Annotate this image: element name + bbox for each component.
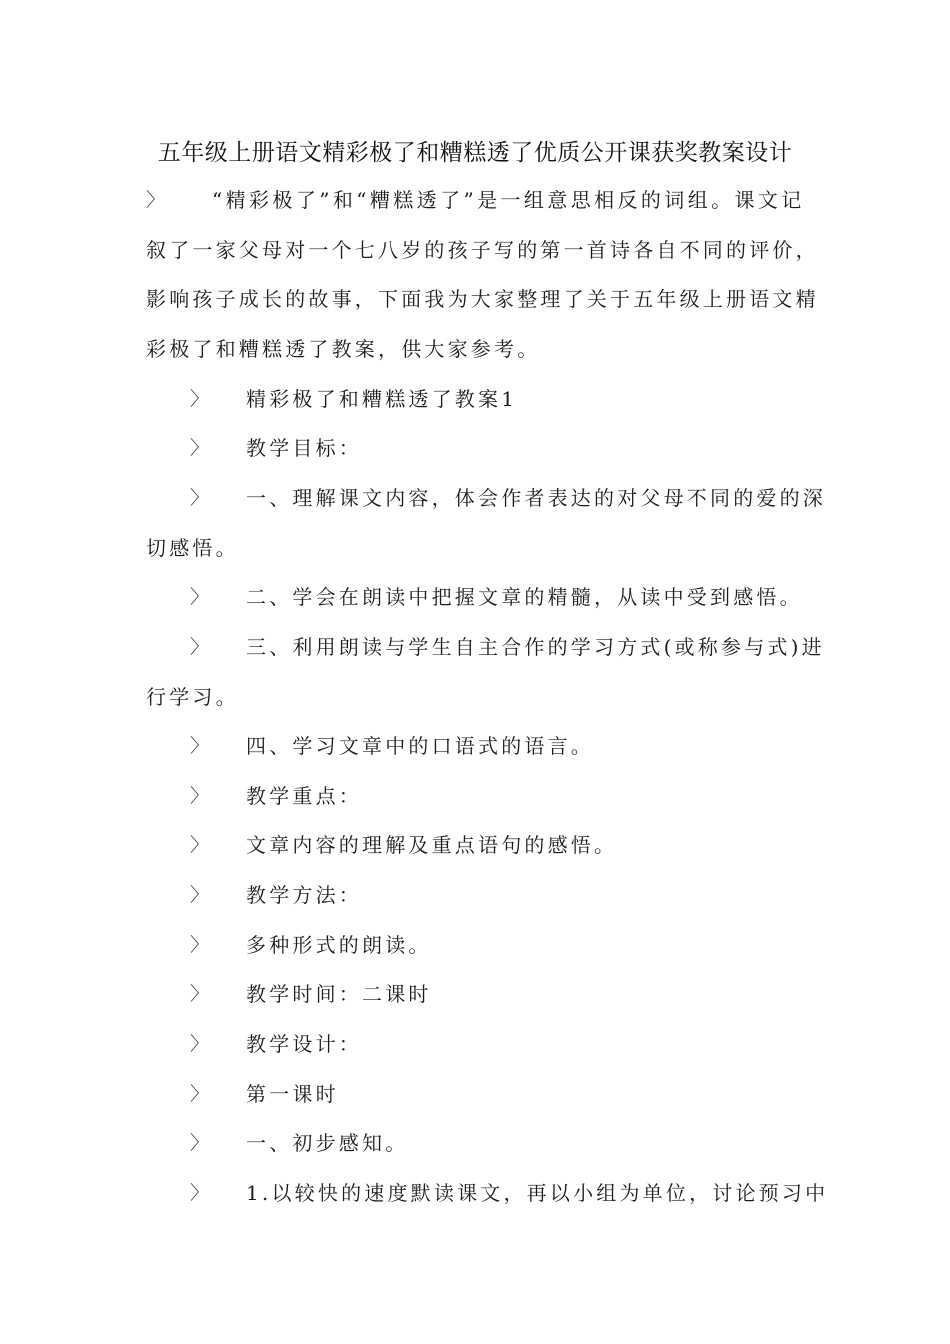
line-text: 一、初步感知。 — [246, 1131, 409, 1156]
paragraph-line — [146, 920, 810, 970]
line-text: 四、学习文章中的口语式的语言。 — [246, 734, 594, 759]
chevron-right-icon: 〉 — [190, 635, 210, 658]
paragraph-line — [146, 969, 810, 1019]
line-text: 影响孩子成长的故事，下面我为大家整理了关于五年级上册语文精 — [146, 287, 819, 312]
line-text: 教学方法： — [246, 883, 362, 908]
chevron-right-icon: 〉 — [190, 884, 210, 907]
paragraph-continuation-line — [146, 225, 819, 275]
chevron-right-icon: 〉 — [190, 834, 210, 857]
chevron-right-icon: 〉 — [146, 189, 166, 211]
line-text: 文章内容的理解及重点语句的感悟。 — [246, 833, 618, 858]
line-text: 三、利用朗读与学生自主合作的学习方式(或称参与式)进 — [246, 634, 825, 659]
line-text: 教学时间：二课时 — [246, 982, 432, 1007]
line-text: 多种形式的朗读。 — [246, 932, 432, 957]
line-text: 教学设计： — [246, 1032, 362, 1057]
paragraph-line — [146, 1118, 810, 1168]
paragraph-line — [146, 374, 810, 424]
chevron-right-icon: 〉 — [190, 437, 210, 460]
chevron-right-icon: 〉 — [190, 983, 210, 1006]
line-text: 第一课时 — [246, 1081, 339, 1106]
paragraph-line — [146, 1168, 829, 1218]
paragraph-line — [146, 622, 825, 672]
document-title: 五年级上册语文精彩极了和糟糕透了优质公开课获奖教案设计 — [157, 140, 793, 166]
chevron-right-icon: 〉 — [190, 486, 210, 509]
chevron-right-icon: 〉 — [190, 1082, 210, 1105]
paragraph-line — [146, 572, 810, 622]
paragraph-line — [146, 1019, 810, 1069]
chevron-right-icon: 〉 — [190, 387, 210, 410]
line-text: 切感悟。 — [146, 535, 239, 560]
chevron-right-icon: 〉 — [190, 586, 210, 609]
paragraph-line — [146, 473, 826, 523]
paragraph-continuation-line — [146, 523, 810, 573]
line-text: “精彩极了”和“糟糕透了”是一组意思相反的词组。课文记 — [212, 188, 805, 212]
line-text: 行学习。 — [146, 684, 239, 709]
line-text: 教学目标： — [246, 436, 362, 461]
chevron-right-icon: 〉 — [190, 1033, 210, 1056]
line-text: 彩极了和糟糕透了教案，供大家参考。 — [146, 336, 541, 361]
chevron-right-icon: 〉 — [190, 735, 210, 758]
paragraph-line — [146, 1069, 810, 1119]
paragraph-continuation-line — [146, 324, 810, 374]
chevron-right-icon: 〉 — [190, 784, 210, 807]
chevron-right-icon: 〉 — [190, 933, 210, 956]
line-text: 精彩极了和糟糕透了教案1 — [246, 386, 518, 411]
chevron-right-icon: 〉 — [190, 1182, 210, 1204]
paragraph-continuation-line — [146, 672, 810, 722]
paragraph-line — [146, 870, 810, 920]
paragraph-continuation-line — [146, 274, 819, 324]
line-text: 一、理解课文内容，体会作者表达的对父母不同的爱的深 — [246, 485, 826, 510]
paragraph-line — [146, 820, 810, 870]
paragraph-line — [146, 771, 810, 821]
line-text: 叙了一家父母对一个七八岁的孩子写的第一首诗各自不同的评价， — [146, 237, 819, 262]
line-text: 教学重点： — [246, 783, 362, 808]
line-text: 1.以较快的速度默读课文，再以小组为单位，讨论预习中 — [246, 1181, 829, 1205]
line-text: 二、学会在朗读中把握文章的精髓，从读中受到感悟。 — [246, 585, 803, 610]
paragraph-line — [146, 423, 810, 473]
chevron-right-icon: 〉 — [190, 1132, 210, 1155]
paragraph-line — [146, 721, 810, 771]
intro-paragraph-line — [146, 175, 810, 225]
